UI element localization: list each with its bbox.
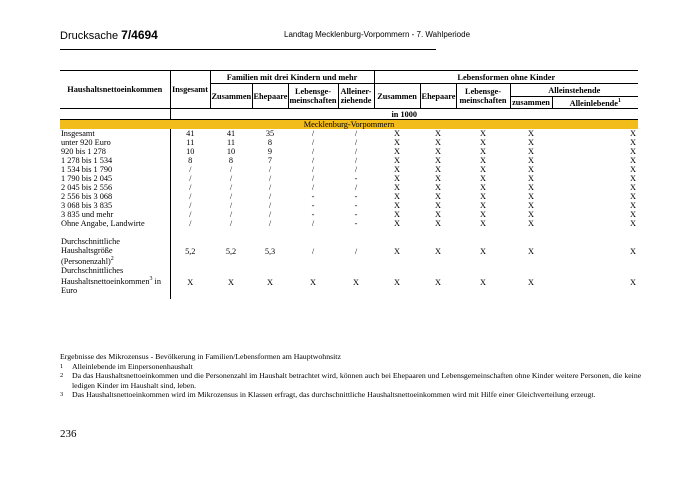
- avg-income-cell: X: [480, 277, 487, 287]
- sub-married-2-header: Ehepaare: [420, 84, 456, 109]
- avg-income-cell: X: [228, 277, 234, 287]
- table-cell: /: [311, 138, 315, 147]
- sub-together-2-header: Zusammen: [374, 84, 420, 109]
- table-cell: X: [394, 165, 401, 174]
- table-cell: X: [435, 219, 442, 228]
- table-cell: X: [630, 129, 637, 138]
- table-cell: X: [394, 201, 401, 210]
- table-row: [60, 138, 638, 147]
- table-cell: X: [630, 183, 637, 192]
- sub-partnership-header: [288, 84, 338, 109]
- table-row: [60, 165, 638, 174]
- table-row: [60, 174, 638, 183]
- sub-partnership-line1: Lebensge-: [295, 87, 331, 96]
- table-cell: X: [528, 174, 535, 183]
- table-cell: 10: [186, 147, 195, 156]
- table-cell: -: [311, 201, 315, 210]
- avg-size-cell: X: [394, 246, 401, 256]
- doc-label: Drucksache: [60, 30, 119, 42]
- table-cell: /: [189, 174, 192, 183]
- table-cell: /: [268, 174, 272, 183]
- table-cell: X: [630, 210, 637, 219]
- table-row: [60, 201, 638, 210]
- table-cell: /: [268, 201, 272, 210]
- avg-income-cell: X: [187, 277, 194, 287]
- footnote-1: [60, 362, 650, 372]
- table-cell: X: [528, 183, 535, 192]
- table-cell: X: [480, 210, 487, 219]
- table-cell: X: [630, 138, 637, 147]
- table-cell: X: [630, 192, 637, 201]
- footnote-ref-3: 3: [149, 275, 153, 282]
- table-cell: X: [394, 129, 401, 138]
- spacer-row: [60, 228, 638, 237]
- row-label: 920 bis 1 278: [60, 147, 170, 156]
- footnote-2-text: Da das Haushaltsnettoeinkommen und die Personenzahl im Haushalt betrachtet wird, können auch bei Ehepaaren und Lebensgemeinschaften ohne Kinder weitere Personen, die keine ledigen Kinder im Haushalt sind, leben.: [72, 371, 642, 390]
- table-cell: -: [311, 210, 315, 219]
- table-cell: 11: [186, 138, 195, 147]
- sub-single-parent-line2: ziehende: [340, 96, 372, 105]
- table-cell: 10: [226, 147, 236, 156]
- table-cell: X: [630, 219, 637, 228]
- table-cell: X: [435, 210, 442, 219]
- sub-together-header: Zusammen: [210, 84, 252, 109]
- table-cell: /: [189, 192, 192, 201]
- table-row: [60, 129, 638, 138]
- table-cell: X: [435, 201, 442, 210]
- avg-income-cell: X: [435, 277, 442, 287]
- table-cell: X: [480, 156, 487, 165]
- table-cell: X: [435, 156, 442, 165]
- row-label: 3 068 bis 3 835: [60, 201, 170, 210]
- table-cell: X: [528, 156, 535, 165]
- table-row: [60, 183, 638, 192]
- avg-size-cell: 5,2: [185, 246, 196, 256]
- footnote-2-mark: 2: [60, 372, 64, 379]
- avg-size-cell: /: [311, 246, 315, 256]
- table-cell: X: [394, 210, 401, 219]
- avg-income-line1: Durchschnittliches: [61, 265, 124, 275]
- table-cell: X: [394, 138, 401, 147]
- row-label: 3 835 und mehr: [60, 210, 170, 219]
- avg-size-line2: Haushaltsgröße: [61, 246, 113, 255]
- row-label: Ohne Angabe, Landwirte: [60, 219, 170, 228]
- table-cell: /: [311, 165, 315, 174]
- group-without-children-header: Lebensformen ohne Kinder: [374, 71, 638, 84]
- avg-size-cell: X: [480, 246, 487, 256]
- sub-single-parent-line1: Alleiner-: [340, 87, 372, 96]
- table-cell: X: [528, 219, 535, 228]
- sub-single-alone-header: [552, 97, 638, 109]
- table-cell: /: [311, 129, 315, 138]
- table-cell: /: [189, 210, 192, 219]
- unit-label: in 1000: [170, 109, 638, 120]
- group-families-header: Familien mit drei Kindern und mehr: [210, 71, 374, 84]
- table-cell: X: [480, 174, 487, 183]
- table-cell: 7: [267, 156, 273, 165]
- table-cell: /: [354, 129, 358, 138]
- sub-partnership-2-header: [456, 84, 510, 109]
- table-cell: 9: [267, 147, 273, 156]
- table-cell: 8: [228, 156, 234, 165]
- avg-income-cell: X: [353, 277, 360, 287]
- avg-size-cell: 5,3: [264, 246, 276, 256]
- avg-size-row: [60, 237, 638, 266]
- table-cell: X: [435, 174, 442, 183]
- table-cell: X: [394, 156, 401, 165]
- avg-income-line2-suffix: in: [152, 276, 162, 286]
- table-cell: 11: [227, 138, 235, 147]
- table-cell: /: [311, 156, 315, 165]
- avg-size-label: [60, 237, 170, 266]
- table-cell: X: [480, 201, 487, 210]
- table-cell: /: [311, 174, 315, 183]
- footnote-ref-1: 1: [617, 98, 621, 105]
- table-cell: /: [229, 219, 233, 228]
- row-label: 2 045 bis 2 556: [60, 183, 170, 192]
- table-cell: 41: [226, 129, 236, 138]
- table-cell: /: [189, 165, 192, 174]
- footnote-3-mark: 3: [60, 391, 64, 398]
- table-cell: /: [229, 192, 233, 201]
- avg-income-cell: X: [630, 277, 637, 287]
- table-cell: X: [480, 219, 487, 228]
- table-cell: X: [394, 219, 401, 228]
- table-cell: X: [630, 147, 637, 156]
- table-cell: X: [435, 192, 442, 201]
- table-cell: /: [229, 174, 233, 183]
- table-cell: X: [480, 165, 487, 174]
- col-total-header: Insgesamt: [170, 71, 210, 109]
- table-cell: X: [630, 201, 637, 210]
- table-cell: /: [354, 156, 358, 165]
- table-cell: /: [354, 138, 358, 147]
- table-cell: X: [480, 138, 487, 147]
- row-label: 1 534 bis 1 790: [60, 165, 170, 174]
- table-cell: -: [354, 201, 358, 210]
- table-cell: /: [268, 192, 272, 201]
- document-number: [60, 28, 158, 42]
- table-cell: X: [480, 183, 487, 192]
- sub-married-header: Ehepaare: [252, 84, 288, 109]
- avg-income-row: [60, 266, 638, 299]
- table-row: [60, 210, 638, 219]
- table-cell: /: [229, 165, 233, 174]
- table-cell: /: [268, 183, 272, 192]
- table-notes: [60, 352, 650, 400]
- col-income-header: Haushaltsnettoeinkommen: [60, 71, 170, 109]
- avg-size-cell: X: [528, 246, 535, 256]
- table-cell: /: [229, 210, 233, 219]
- table-cell: -: [311, 192, 315, 201]
- table-cell: X: [528, 165, 535, 174]
- table-cell: /: [311, 183, 315, 192]
- sub-partnership-line2: meinschaften: [289, 96, 337, 105]
- table-cell: X: [630, 174, 637, 183]
- table-cell: X: [528, 210, 535, 219]
- sub-partnership-2-line1: Lebensge-: [465, 87, 501, 96]
- table-cell: /: [311, 219, 315, 228]
- sub-single-parent-header: [338, 84, 374, 109]
- doc-number: 7/4694: [121, 28, 158, 42]
- table-cell: X: [480, 147, 487, 156]
- table-cell: 8: [267, 138, 273, 147]
- table-cell: X: [528, 129, 535, 138]
- table-cell: X: [394, 147, 401, 156]
- table-cell: /: [311, 147, 315, 156]
- footnote-1-mark: 1: [60, 362, 64, 370]
- avg-size-cell: X: [630, 246, 637, 256]
- data-rows: [60, 129, 638, 228]
- row-label: Insgesamt: [60, 129, 170, 138]
- table-cell: /: [189, 201, 192, 210]
- source-note: Ergebnisse des Mikrozensus - Bevölkerung in Familien/Lebensformen am Hauptwohnsitz: [60, 352, 341, 361]
- statistics-table: [60, 70, 638, 299]
- table-cell: X: [528, 147, 535, 156]
- table-cell: 41: [186, 129, 195, 138]
- avg-income-line2: Haushaltsnettoeinkommen: [61, 276, 150, 286]
- table-cell: /: [189, 219, 192, 228]
- table-cell: X: [630, 156, 637, 165]
- row-label: 1 790 bis 2 045: [60, 174, 170, 183]
- table-cell: /: [229, 183, 233, 192]
- table-cell: X: [435, 183, 442, 192]
- avg-size-line3: (Personenzahl): [61, 256, 111, 266]
- table-cell: /: [268, 165, 272, 174]
- table-cell: 8: [188, 156, 193, 165]
- avg-income-label: [60, 266, 170, 299]
- table-cell: X: [435, 138, 442, 147]
- table-cell: X: [630, 165, 637, 174]
- table-cell: /: [354, 183, 358, 192]
- table-row: [60, 192, 638, 201]
- sub-single-alone-label: Alleinlebende: [569, 98, 618, 108]
- row-label: 1 278 bis 1 534: [60, 156, 170, 165]
- region-label: Mecklenburg-Vorpommern: [60, 120, 638, 130]
- page-number: 236: [60, 428, 77, 440]
- footnote-1-text: Alleinlebende im Einpersonenhaushalt: [72, 361, 193, 371]
- table-cell: -: [354, 192, 358, 201]
- footnote-ref-2: 2: [110, 256, 114, 262]
- table-cell: /: [268, 210, 272, 219]
- table-cell: /: [354, 165, 358, 174]
- table-cell: -: [354, 210, 358, 219]
- table-row: [60, 156, 638, 165]
- table-row: [60, 147, 638, 156]
- table-cell: 35: [265, 129, 275, 138]
- avg-income-cell: X: [267, 277, 273, 287]
- footnote-2: [60, 371, 650, 390]
- document-title: Landtag Mecklenburg-Vorpommern - 7. Wahlperiode: [284, 30, 471, 39]
- table-cell: /: [354, 147, 358, 156]
- unit-spacer: [60, 109, 170, 120]
- table-cell: X: [394, 192, 401, 201]
- table-cell: X: [528, 201, 535, 210]
- table-cell: -: [354, 219, 358, 228]
- avg-income-cell: X: [528, 277, 535, 287]
- avg-size-line1: Durchschnittliche: [61, 237, 120, 246]
- footnote-3: [60, 390, 650, 400]
- avg-income-line3: Euro: [61, 285, 78, 295]
- sub-partnership-2-line2: meinschaften: [459, 96, 507, 105]
- table-cell: /: [189, 183, 192, 192]
- header-rule: [60, 49, 436, 50]
- footnote-3-text: Das Haushaltsnettoeinkommen wird im Mikrozensus in Klassen erfragt, das durchschnittliche Haushaltsnettoeinkommen wird mit Hilfe einer Gleichverteilung erzeugt.: [72, 390, 596, 399]
- region-row: [60, 120, 638, 130]
- table-cell: -: [354, 174, 358, 183]
- table-cell: X: [528, 138, 535, 147]
- table-cell: X: [435, 129, 442, 138]
- table-cell: X: [528, 192, 535, 201]
- table-cell: X: [480, 192, 487, 201]
- table-cell: X: [394, 183, 401, 192]
- avg-income-cell: X: [310, 277, 316, 287]
- table-cell: X: [394, 174, 401, 183]
- avg-size-cell: X: [435, 246, 442, 256]
- avg-size-cell: 5,2: [225, 246, 237, 256]
- row-label: unter 920 Euro: [60, 138, 170, 147]
- avg-size-cell: /: [354, 246, 358, 256]
- table-cell: /: [229, 201, 233, 210]
- table-cell: X: [435, 165, 442, 174]
- table-row: [60, 219, 638, 228]
- avg-income-cell: X: [394, 277, 401, 287]
- table-cell: /: [268, 219, 272, 228]
- table-cell: X: [480, 129, 487, 138]
- sub-single-together-header: zusammen: [510, 97, 552, 109]
- row-label: 2 556 bis 3 068: [60, 192, 170, 201]
- group-single-header: Alleinstehende: [510, 84, 638, 97]
- table-cell: X: [435, 147, 442, 156]
